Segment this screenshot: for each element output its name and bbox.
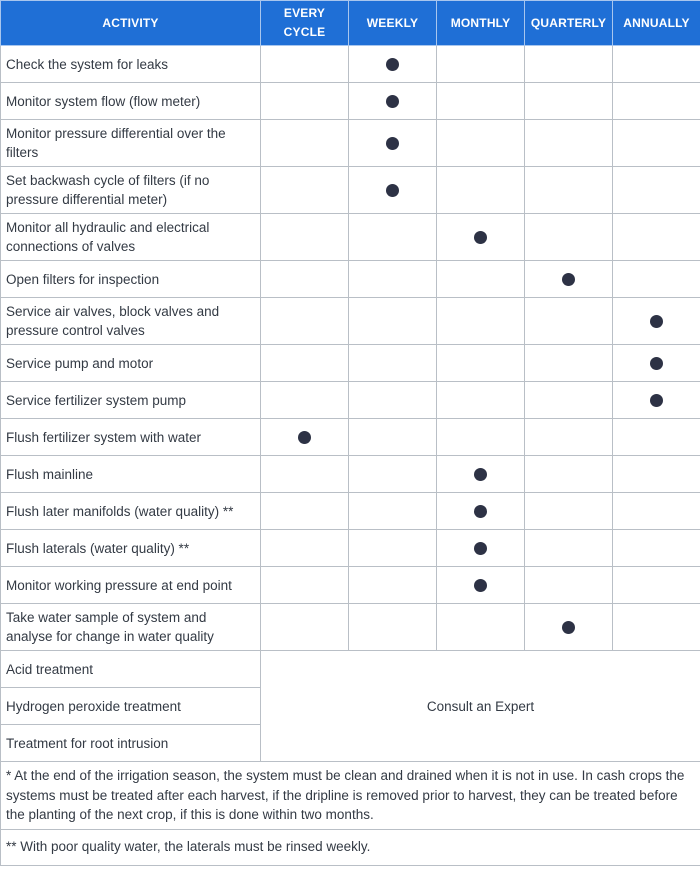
frequency-dot-icon bbox=[386, 137, 399, 150]
annually-cell bbox=[613, 604, 700, 651]
monthly-cell bbox=[437, 493, 525, 530]
weekly-cell bbox=[349, 261, 437, 298]
quarterly-cell bbox=[525, 345, 613, 382]
annually-cell bbox=[613, 261, 700, 298]
every-cycle-cell bbox=[261, 298, 349, 345]
monthly-cell bbox=[437, 567, 525, 604]
annually-cell bbox=[613, 567, 700, 604]
weekly-cell bbox=[349, 46, 437, 83]
activity-cell: Monitor all hydraulic and electrical connections of valves bbox=[1, 214, 261, 261]
table-row bbox=[1, 298, 700, 345]
consult-expert-cell: Consult an Expert bbox=[261, 651, 700, 762]
frequency-dot-icon bbox=[474, 231, 487, 244]
footnote-row bbox=[1, 829, 700, 865]
table-row bbox=[1, 46, 700, 83]
annually-cell bbox=[613, 167, 700, 214]
annually-cell bbox=[613, 120, 700, 167]
weekly-cell bbox=[349, 493, 437, 530]
frequency-dot-icon bbox=[386, 95, 399, 108]
table-row bbox=[1, 567, 700, 604]
frequency-dot-icon bbox=[650, 315, 663, 328]
quarterly-cell bbox=[525, 120, 613, 167]
quarterly-cell bbox=[525, 567, 613, 604]
header-activity: ACTIVITY bbox=[1, 1, 261, 46]
annually-cell bbox=[613, 345, 700, 382]
monthly-cell bbox=[437, 261, 525, 298]
activity-cell: Flush later manifolds (water quality) ** bbox=[1, 493, 261, 530]
weekly-cell bbox=[349, 382, 437, 419]
activity-cell: Monitor pressure differential over the filters bbox=[1, 120, 261, 167]
table-row bbox=[1, 604, 700, 651]
quarterly-cell bbox=[525, 382, 613, 419]
quarterly-cell bbox=[525, 419, 613, 456]
monthly-cell bbox=[437, 456, 525, 493]
weekly-cell bbox=[349, 345, 437, 382]
annually-cell bbox=[613, 419, 700, 456]
frequency-dot-icon bbox=[386, 184, 399, 197]
monthly-cell bbox=[437, 46, 525, 83]
frequency-dot-icon bbox=[386, 58, 399, 71]
weekly-cell bbox=[349, 604, 437, 651]
table-row bbox=[1, 419, 700, 456]
weekly-cell bbox=[349, 167, 437, 214]
weekly-cell bbox=[349, 214, 437, 261]
monthly-cell bbox=[437, 530, 525, 567]
every-cycle-cell bbox=[261, 382, 349, 419]
table-row bbox=[1, 214, 700, 261]
header-every-cycle-label: EVERY CYCLE bbox=[283, 6, 326, 39]
activity-cell: Flush mainline bbox=[1, 456, 261, 493]
frequency-dot-icon bbox=[562, 621, 575, 634]
header-every-cycle bbox=[261, 1, 349, 46]
every-cycle-cell bbox=[261, 120, 349, 167]
activity-cell: Take water sample of system and analyse for change in water quality bbox=[1, 604, 261, 651]
monthly-cell bbox=[437, 419, 525, 456]
table-row bbox=[1, 120, 700, 167]
every-cycle-cell bbox=[261, 419, 349, 456]
footnote-row bbox=[1, 762, 700, 830]
footnote-double-asterisk: ** With poor quality water, the laterals must be rinsed weekly. bbox=[1, 829, 700, 865]
header-monthly: MONTHLY bbox=[437, 1, 525, 46]
table-row bbox=[1, 261, 700, 298]
table-row bbox=[1, 345, 700, 382]
quarterly-cell bbox=[525, 46, 613, 83]
header-weekly: WEEKLY bbox=[349, 1, 437, 46]
every-cycle-cell bbox=[261, 567, 349, 604]
weekly-cell bbox=[349, 83, 437, 120]
header-quarterly: QUARTERLY bbox=[525, 1, 613, 46]
activity-cell: Service pump and motor bbox=[1, 345, 261, 382]
monthly-cell bbox=[437, 214, 525, 261]
activity-cell: Monitor working pressure at end point bbox=[1, 567, 261, 604]
frequency-dot-icon bbox=[474, 579, 487, 592]
annually-cell bbox=[613, 382, 700, 419]
monthly-cell bbox=[437, 298, 525, 345]
frequency-dot-icon bbox=[650, 357, 663, 370]
table-row bbox=[1, 456, 700, 493]
quarterly-cell bbox=[525, 530, 613, 567]
table-row bbox=[1, 382, 700, 419]
every-cycle-cell bbox=[261, 167, 349, 214]
activity-cell: Set backwash cycle of filters (if no pressure differential meter) bbox=[1, 167, 261, 214]
annually-cell bbox=[613, 456, 700, 493]
every-cycle-cell bbox=[261, 493, 349, 530]
weekly-cell bbox=[349, 530, 437, 567]
activity-cell: Service fertilizer system pump bbox=[1, 382, 261, 419]
monthly-cell bbox=[437, 167, 525, 214]
quarterly-cell bbox=[525, 261, 613, 298]
annually-cell bbox=[613, 298, 700, 345]
activity-cell: Open filters for inspection bbox=[1, 261, 261, 298]
table-row bbox=[1, 83, 700, 120]
annually-cell bbox=[613, 214, 700, 261]
activity-cell: Treatment for root intrusion bbox=[1, 725, 261, 762]
activity-cell: Flush laterals (water quality) ** bbox=[1, 530, 261, 567]
every-cycle-cell bbox=[261, 261, 349, 298]
every-cycle-cell bbox=[261, 604, 349, 651]
activity-cell: Flush fertilizer system with water bbox=[1, 419, 261, 456]
every-cycle-cell bbox=[261, 530, 349, 567]
quarterly-cell bbox=[525, 456, 613, 493]
activity-cell: Check the system for leaks bbox=[1, 46, 261, 83]
weekly-cell bbox=[349, 419, 437, 456]
every-cycle-cell bbox=[261, 46, 349, 83]
every-cycle-cell bbox=[261, 214, 349, 261]
quarterly-cell bbox=[525, 298, 613, 345]
frequency-dot-icon bbox=[474, 505, 487, 518]
quarterly-cell bbox=[525, 83, 613, 120]
header-row bbox=[1, 1, 700, 46]
activity-cell: Hydrogen peroxide treatment bbox=[1, 688, 261, 725]
monthly-cell bbox=[437, 83, 525, 120]
table-row bbox=[1, 530, 700, 567]
weekly-cell bbox=[349, 456, 437, 493]
quarterly-cell bbox=[525, 493, 613, 530]
annually-cell bbox=[613, 493, 700, 530]
frequency-dot-icon bbox=[474, 468, 487, 481]
table-row bbox=[1, 493, 700, 530]
annually-cell bbox=[613, 46, 700, 83]
quarterly-cell bbox=[525, 214, 613, 261]
annually-cell bbox=[613, 530, 700, 567]
quarterly-cell bbox=[525, 167, 613, 214]
activity-cell: Service air valves, block valves and pressure control valves bbox=[1, 298, 261, 345]
every-cycle-cell bbox=[261, 456, 349, 493]
weekly-cell bbox=[349, 567, 437, 604]
every-cycle-cell bbox=[261, 83, 349, 120]
annually-cell bbox=[613, 83, 700, 120]
frequency-dot-icon bbox=[562, 273, 575, 286]
monthly-cell bbox=[437, 345, 525, 382]
every-cycle-cell bbox=[261, 345, 349, 382]
frequency-dot-icon bbox=[474, 542, 487, 555]
table-row bbox=[1, 167, 700, 214]
weekly-cell bbox=[349, 120, 437, 167]
activity-cell: Acid treatment bbox=[1, 651, 261, 688]
quarterly-cell bbox=[525, 604, 613, 651]
activity-cell: Monitor system flow (flow meter) bbox=[1, 83, 261, 120]
weekly-cell bbox=[349, 298, 437, 345]
header-annually: ANNUALLY bbox=[613, 1, 700, 46]
frequency-dot-icon bbox=[650, 394, 663, 407]
expert-row bbox=[1, 651, 700, 688]
monthly-cell bbox=[437, 120, 525, 167]
frequency-dot-icon bbox=[298, 431, 311, 444]
monthly-cell bbox=[437, 382, 525, 419]
footnote-single-asterisk: * At the end of the irrigation season, the system must be clean and drained when it is not in use. In cash crops the systems must be treated after each harvest, if the dripline is removed prior to harvest, they can be treated before the planting of the next crop, if this is done within two months. bbox=[1, 762, 700, 830]
monthly-cell bbox=[437, 604, 525, 651]
